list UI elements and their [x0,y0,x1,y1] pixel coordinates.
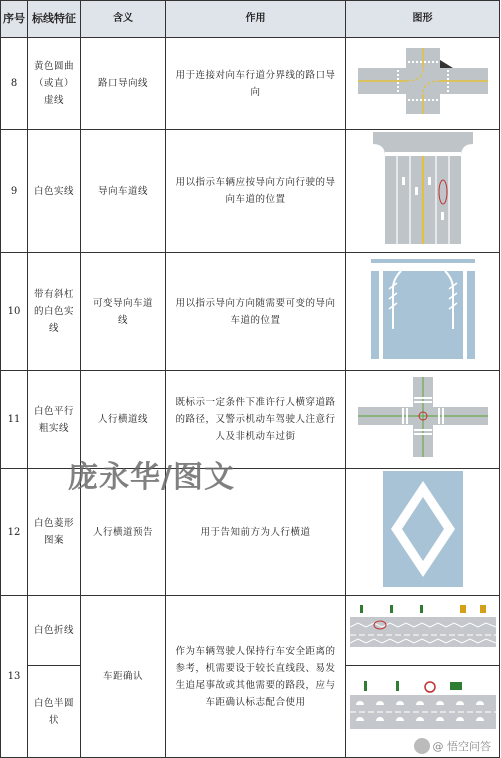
row-figure [346,596,500,666]
row-feature: 带有斜杠的白色实线 [28,253,81,371]
row-meaning: 导向车道线 [81,130,166,253]
row-num: 8 [1,38,28,130]
row-feature: 白色平行粗实线 [28,371,81,469]
guide-lane-line-figure [373,132,473,244]
header-num: 序号 [1,1,28,38]
row-function: 作为车辆驾驶人保持行车安全距离的参考，机需要设于较长直线段、易发生追尾事故或其他需要的路段，应与车距确认标志配合使用 [166,596,346,758]
row-meaning: 可变导向车道线 [81,253,166,371]
row-num: 11 [1,371,28,469]
header-feature: 标线特征 [28,1,81,38]
header-figure: 图形 [346,1,500,38]
row-feature: 白色半圆状 [28,666,81,758]
crosswalk-warning-diamond-figure [383,471,463,587]
row-meaning: 人行横道线 [81,371,166,469]
table-row [1,596,500,666]
corner-mark-text: @ 悟空问答 [432,740,491,753]
row-feature: 白色折线 [28,596,81,666]
row-num: 12 [1,469,28,596]
row-feature: 黄色圆曲（或直）虚线 [28,38,81,130]
row-figure [346,371,500,469]
row-feature: 白色实线 [28,130,81,253]
header-function: 作用 [166,1,346,38]
row-function: 用以指示导向方向随需要可变的导向车道的位置 [166,253,346,371]
watermark: 庞永华/图文 [68,460,235,495]
row-meaning: 路口导向线 [81,38,166,130]
row-function: 用于连接对向车行道分界线的路口导向 [166,38,346,130]
row-function: 既标示一定条件下准许行人横穿道路的路径，又警示机动车驾驶人注意行人及非机动车过街 [166,371,346,469]
corner-mark [414,738,492,754]
row-function: 用以指示车辆应按导向方向行驶的导向车道的位置 [166,130,346,253]
row-meaning: 车距确认 [81,596,166,758]
row-function: 用于告知前方为人行横道 [166,469,346,596]
row-num: 13 [1,596,28,758]
row-num: 9 [1,130,28,253]
header-meaning: 含义 [81,1,166,38]
intersection-guide-line-figure [358,48,488,114]
row-meaning: 人行横道预告 [81,469,166,596]
row-figure [346,469,500,596]
row-figure [346,253,500,371]
row-feature: 白色菱形图案 [28,469,81,596]
table-row [1,38,500,130]
row-figure [346,38,500,130]
row-figure [346,130,500,253]
zigzag-distance-figure [350,603,496,653]
table-header-row [1,1,500,38]
crosswalk-figure [358,377,488,457]
semicircle-distance-figure [350,679,496,739]
wukong-logo-icon [414,738,430,754]
table-row [1,253,500,371]
table-row [1,130,500,253]
variable-guide-lane-figure [371,259,475,359]
row-num: 10 [1,253,28,371]
